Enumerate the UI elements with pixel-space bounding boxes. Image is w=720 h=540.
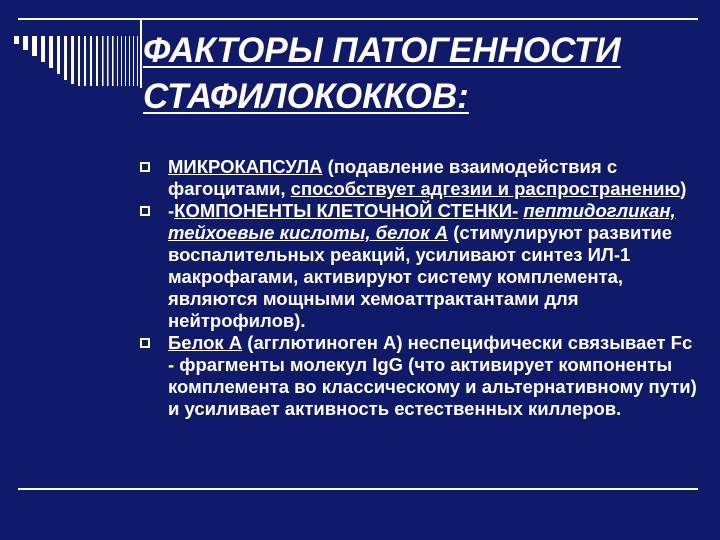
- bullet-item-cell-wall: [140, 200, 700, 332]
- bullet-item-protein-a: [140, 332, 700, 420]
- text-microcapsule-a: (подавление взаимодействия с фагоцитами,: [168, 156, 618, 199]
- slide-body: [140, 156, 700, 420]
- bottom-rule: [18, 488, 698, 490]
- slide-title: [143, 28, 703, 120]
- lead-dash: -: [168, 200, 175, 221]
- text-microcapsule-underlined: способствует адгезии и распространению: [290, 178, 681, 199]
- title-side-rule: [140, 20, 142, 88]
- title-line-1: ФАКТОРЫ ПАТОГЕННОСТИ: [143, 31, 621, 70]
- square-bullet-icon: [140, 162, 150, 172]
- top-rule: [18, 18, 698, 20]
- decorative-stripes: [14, 36, 142, 86]
- square-bullet-icon: [140, 338, 150, 348]
- term-microcapsule: МИКРОКАПСУЛА: [168, 156, 323, 177]
- text-cell-wall-components: пептидогликан, тейхоевые кислоты, белок А: [168, 200, 676, 243]
- title-line-2: СТАФИЛОКОККОВ:: [143, 77, 469, 116]
- term-protein-a: Белок А: [168, 332, 243, 353]
- square-bullet-icon: [140, 206, 150, 216]
- text-protein-a: (агглютиноген А) неспецифически связывает Fc - фрагменты молекул IgG (что активирует компоненты комплемента во классическому и альтернативному пути) и усиливает активность естественных киллеров.: [168, 332, 697, 419]
- term-cell-wall: КОМПОНЕНТЫ КЛЕТОЧНОЙ СТЕНКИ-: [174, 200, 519, 221]
- text-cell-wall: (стимулируют развитие воспалительных реакций, усиливают синтез ИЛ-1 макрофагами, активируют систему комплемента, являются мощными хемоаттрактантами для нейтрофилов).: [168, 222, 673, 331]
- text-microcapsule-b: ): [680, 178, 687, 199]
- bullet-item-microcapsule: [140, 156, 700, 200]
